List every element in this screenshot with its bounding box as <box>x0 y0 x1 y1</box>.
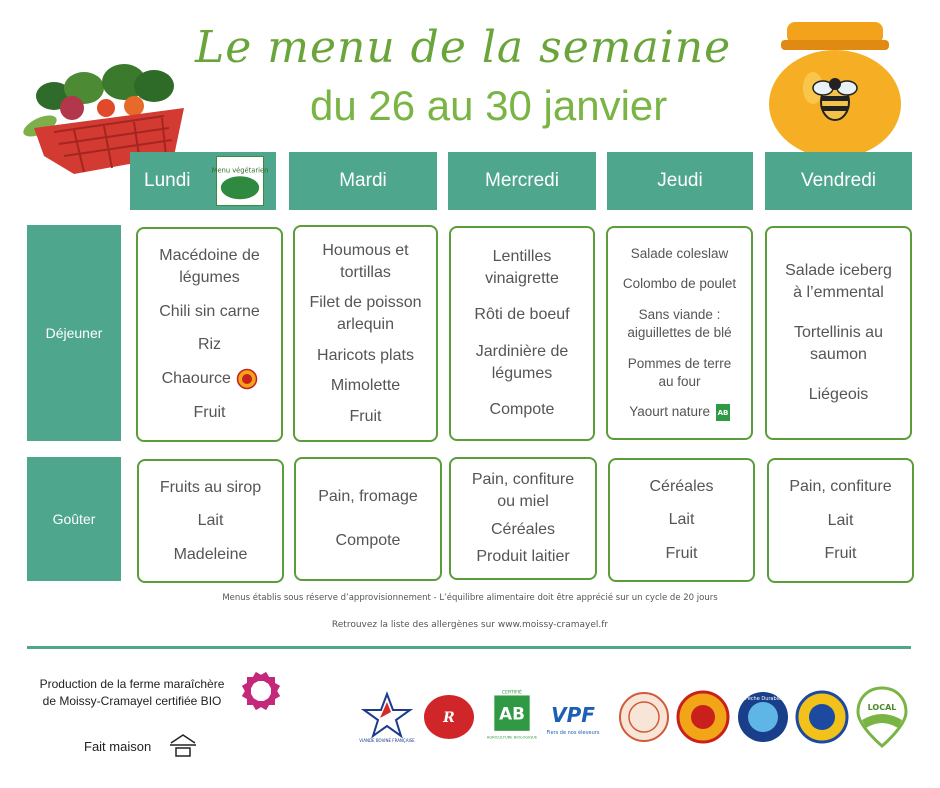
menu-item: Colombo de poulet <box>622 276 737 292</box>
supply-disclaimer: Menus établis sous réserve d’approvisionnement - L’équilibre alimentaire doit être apprécié sur un cycle de 20 jours <box>222 593 718 603</box>
menu-item: Céréales <box>490 520 556 538</box>
local-pin-icon <box>856 686 908 748</box>
svg-text:AB: AB <box>717 409 729 418</box>
menu-item: Pain, confiture <box>789 477 892 495</box>
fait-maison-label: Fait maison <box>84 739 152 754</box>
menu-item-with-ab <box>629 403 730 421</box>
fait-maison-house-icon <box>168 733 198 757</box>
dejeuner-mardi <box>293 225 438 442</box>
gouter-vendredi <box>767 458 914 583</box>
label-rouge-icon <box>422 690 476 744</box>
menu-item: Riz <box>197 336 222 354</box>
menu-item: Céréales <box>649 477 714 495</box>
menu-item: Compote <box>335 532 401 549</box>
ab-organic-icon <box>716 404 730 421</box>
menu-item: Macédoine de légumes <box>159 246 260 286</box>
production-line-1: Production de la ferme maraîchère <box>39 677 225 691</box>
menu-item: Produit laitier <box>476 548 570 566</box>
day-label: Mardi <box>339 170 387 191</box>
svg-text:AB: AB <box>499 703 525 724</box>
menu-item: Lentilles vinaigrette <box>485 248 559 288</box>
svg-text:AGRICULTURE BIOLOGIQUE: AGRICULTURE BIOLOGIQUE <box>486 735 538 740</box>
svg-text:VIANDE BOVINE FRANÇAISE: VIANDE BOVINE FRANÇAISE <box>359 738 415 743</box>
day-header-mardi <box>289 152 437 210</box>
menu-item: Madeleine <box>173 545 248 563</box>
day-header-jeudi <box>607 152 753 210</box>
menu-item: Chili sin carne <box>159 302 260 320</box>
menu-item: Fruit <box>193 404 226 422</box>
menu-item: Tortellinis au saumon <box>794 324 883 363</box>
menu-item: Filet de poisson arlequin <box>309 294 422 333</box>
menu-item: Rôti de boeuf <box>474 306 570 324</box>
day-label: Lundi <box>144 170 191 191</box>
menu-item: Yaourt nature <box>629 404 711 420</box>
svg-text:R: R <box>443 710 455 726</box>
vegetarian-menu-badge <box>211 156 269 206</box>
menu-item: Fruit <box>824 545 857 563</box>
dejeuner-jeudi <box>606 226 753 440</box>
menu-item: Chaource <box>161 370 231 388</box>
organic-farm-flower-icon <box>240 670 282 712</box>
gouter-mardi <box>294 457 442 581</box>
dejeuner-lundi <box>136 227 283 442</box>
row-label-dejeuner: Déjeuner <box>27 225 121 441</box>
dejeuner-mercredi <box>449 226 595 441</box>
menu-item: Jardinière de légumes <box>475 342 569 382</box>
menu-item: Lait <box>827 511 854 529</box>
day-header-lundi <box>130 152 276 210</box>
menu-item: Haricots plats <box>317 346 414 364</box>
label-round-stamp-icon <box>617 690 671 744</box>
svg-text:LOCAL: LOCAL <box>867 703 897 712</box>
aop-label-icon <box>676 690 730 744</box>
menu-item: Mimolette <box>330 377 401 394</box>
menu-item-with-aop <box>162 368 258 390</box>
menu-item: Pain, confiture ou miel <box>471 470 575 510</box>
veg-badge-text: Menu végétarien <box>211 166 269 175</box>
menu-item: Lait <box>668 511 695 528</box>
gouter-mercredi <box>449 457 597 580</box>
production-notice <box>24 676 240 710</box>
row-label-gouter: Goûter <box>27 457 121 581</box>
menu-item: Fruit <box>349 407 382 425</box>
menu-item: Compote <box>489 400 555 418</box>
aop-label-icon <box>237 369 257 389</box>
day-label: Jeudi <box>657 170 703 191</box>
svg-text:CERTIFIÉ: CERTIFIÉ <box>501 690 523 696</box>
igp-label-icon <box>795 690 849 744</box>
menu-item: Sans viande : aiguillettes de blé <box>627 306 732 340</box>
day-header-vendredi <box>765 152 912 210</box>
production-line-2: de Moissy-Cramayel certifiée BIO <box>42 694 222 708</box>
menu-item: Fruits au sirop <box>159 478 262 496</box>
svg-text:Pêche Durable: Pêche Durable <box>744 696 782 702</box>
page-title: Le menu de la semaine <box>195 22 732 73</box>
day-label: Vendredi <box>800 170 876 191</box>
peche-durable-icon <box>736 690 790 744</box>
menu-item: Lait <box>197 512 224 529</box>
svg-text:Fiers de nos éleveurs: Fiers de nos éleveurs <box>546 730 600 736</box>
ab-agriculture-biologique-icon <box>485 688 539 742</box>
menu-item: Houmous et tortillas <box>322 241 409 281</box>
gouter-jeudi <box>608 458 755 582</box>
day-header-mercredi <box>448 152 596 210</box>
dejeuner-vendredi <box>765 226 912 440</box>
vpf-viande-porc-francaise-icon <box>542 690 604 744</box>
svg-text:VPF: VPF <box>551 703 595 727</box>
menu-item: Salade coleslaw <box>630 245 729 261</box>
viande-bovine-francaise-icon <box>360 690 414 744</box>
honey-jar-illustration <box>765 18 905 158</box>
day-label: Mercredi <box>485 170 559 191</box>
menu-item: Fruit <box>665 544 698 562</box>
menu-item: Pain, fromage <box>318 488 418 505</box>
menu-item: Liégeois <box>808 386 869 403</box>
date-range: du 26 au 30 janvier <box>310 82 668 129</box>
gouter-lundi <box>137 459 284 583</box>
divider <box>27 646 911 649</box>
menu-item: Salade iceberg à l’emmental <box>785 262 892 301</box>
allergens-notice: Retrouvez la liste des allergènes sur www.moissy-cramayel.fr <box>331 620 609 630</box>
menu-item: Pommes de terre au four <box>627 355 732 389</box>
